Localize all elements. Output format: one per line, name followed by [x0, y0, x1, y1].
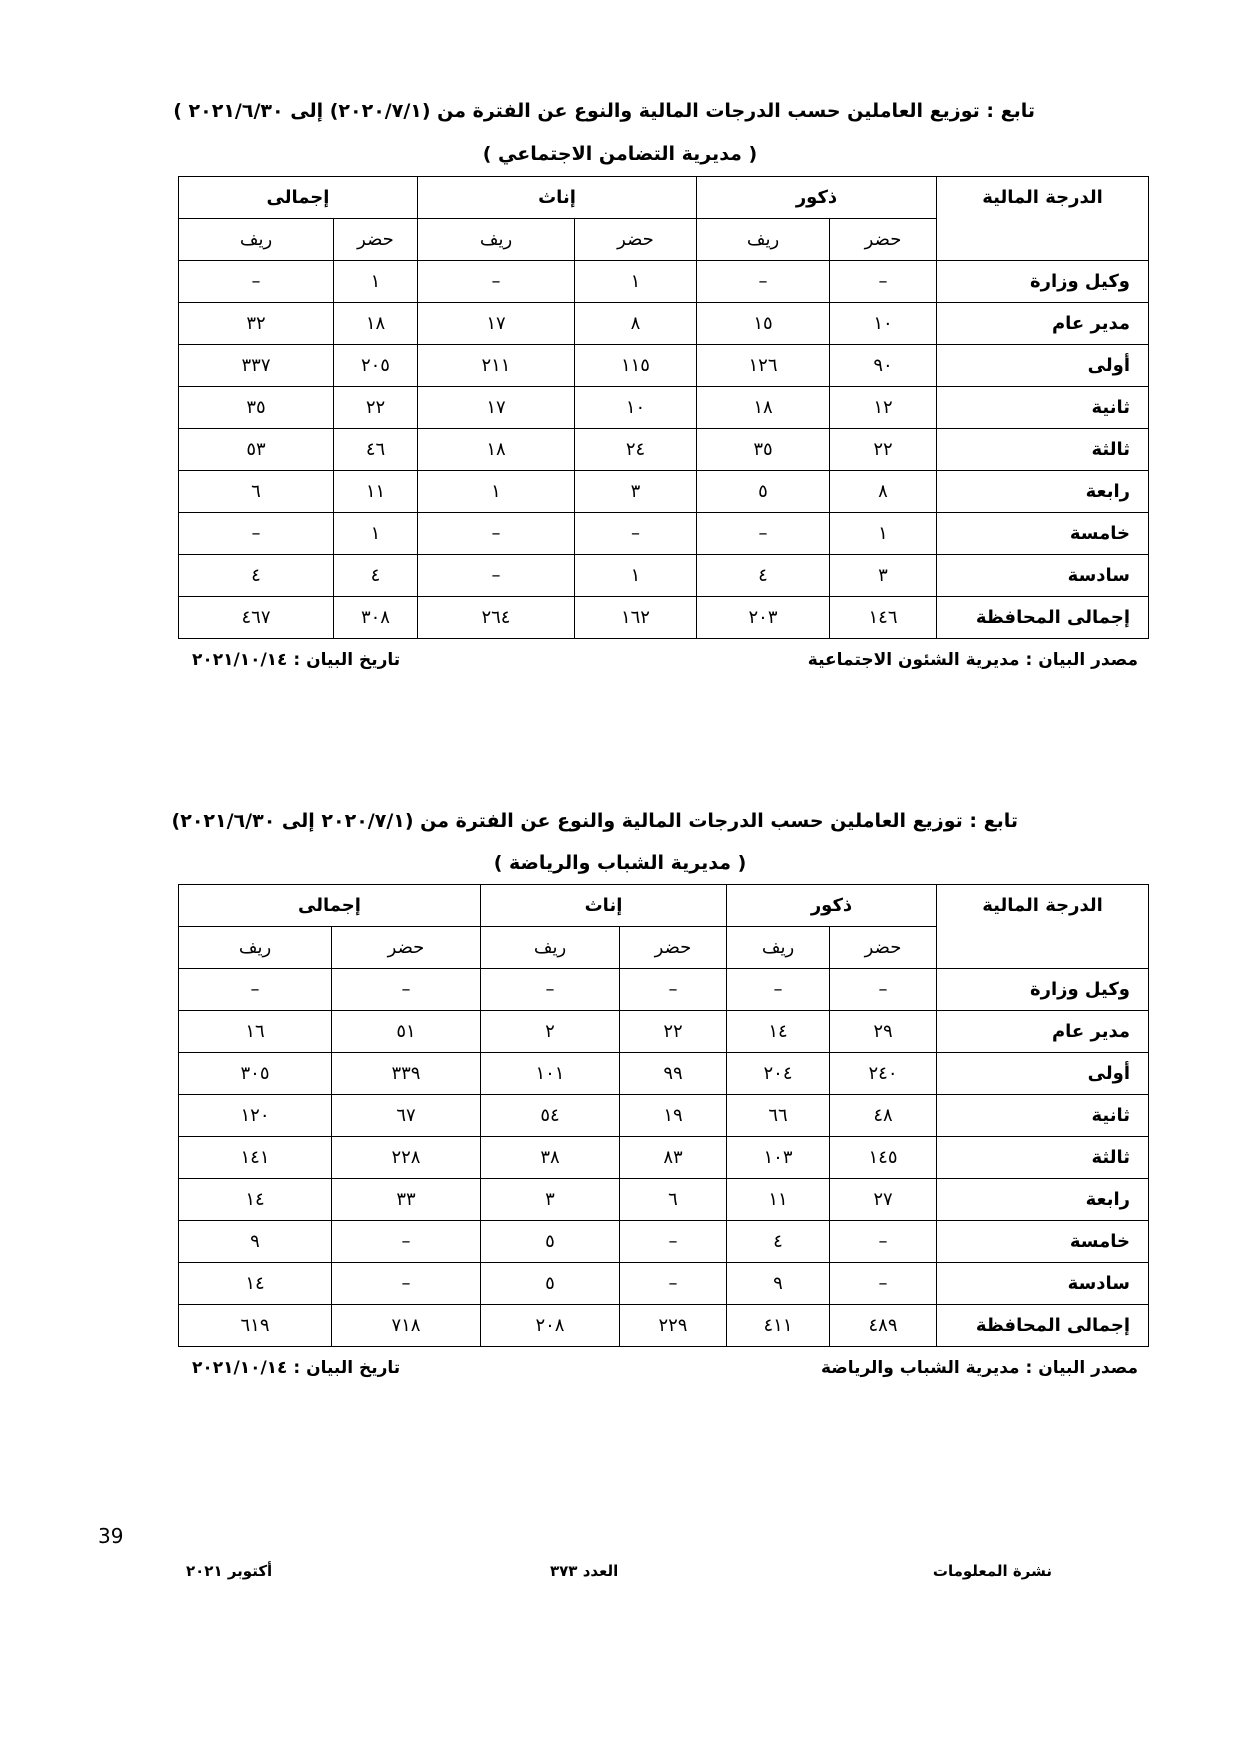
table-row: [179, 429, 1149, 471]
table-cell: ٢٠٥: [333, 345, 417, 387]
table2-title: تابع : توزيع العاملين حسب الدرجات المالية والنوع عن الفترة من (٢٠٢٠/٧/١ إلى ٢٠٢١/٦/٣٠): [171, 810, 1018, 832]
table-cell: ٣٢: [179, 303, 334, 345]
table-cell: –: [619, 969, 726, 1011]
table-cell: ٥: [480, 1221, 619, 1263]
table-cell: ١٦٢: [574, 597, 696, 639]
table-cell: ٨: [574, 303, 696, 345]
table-cell: ١٤٦: [830, 597, 937, 639]
table-cell: ٨: [830, 471, 937, 513]
table-cell: ٢٢٩: [619, 1305, 726, 1347]
table-cell: ٩٠: [830, 345, 937, 387]
table-cell: ٣: [574, 471, 696, 513]
table-row: [179, 1263, 1149, 1305]
table-cell: ١: [333, 513, 417, 555]
rural-subheader: ريف: [179, 219, 334, 261]
table1-date: تاريخ البيان : ٢٠٢١/١٠/١٤: [192, 650, 401, 670]
table-row: [179, 969, 1149, 1011]
table-cell: ٣٨: [480, 1137, 619, 1179]
table-row: [179, 471, 1149, 513]
table-cell: –: [574, 513, 696, 555]
table-cell: ١٤: [179, 1263, 332, 1305]
table-row: [179, 555, 1149, 597]
table-cell: –: [726, 969, 829, 1011]
row-label: وكيل وزارة: [937, 261, 1149, 303]
total-header: إجمالى: [179, 885, 481, 927]
header-row: [179, 885, 1149, 927]
table-cell: ٣٠٨: [333, 597, 417, 639]
table-row: [179, 261, 1149, 303]
table-cell: ١: [574, 555, 696, 597]
table-cell: ٢٢: [619, 1011, 726, 1053]
table-cell: –: [830, 1221, 937, 1263]
table-row: [179, 1011, 1149, 1053]
table-cell: ١: [574, 261, 696, 303]
table-cell: ٧١٨: [331, 1305, 480, 1347]
table-cell: ٤٨٩: [830, 1305, 937, 1347]
table-cell: ٦٦: [726, 1095, 829, 1137]
table-cell: –: [480, 969, 619, 1011]
table-row: [179, 1053, 1149, 1095]
table-cell: –: [830, 261, 937, 303]
table-cell: ٤: [179, 555, 334, 597]
rural-subheader: ريف: [480, 927, 619, 969]
table-cell: –: [331, 1263, 480, 1305]
table-cell: ١٨: [417, 429, 574, 471]
table-cell: ١٤: [179, 1179, 332, 1221]
table-cell: ١٢: [830, 387, 937, 429]
urban-subheader: حضر: [830, 927, 937, 969]
table-cell: ٣٣٧: [179, 345, 334, 387]
table-cell: ١: [333, 261, 417, 303]
table-cell: ٥: [696, 471, 829, 513]
table-row: [179, 513, 1149, 555]
total-header: إجمالى: [179, 177, 418, 219]
table-cell: ١: [417, 471, 574, 513]
table-cell: ١٩: [619, 1095, 726, 1137]
table2-source: مصدر البيان : مديرية الشباب والرياضة: [820, 1358, 1138, 1378]
table-row: [179, 1221, 1149, 1263]
table-cell: ٢٩: [830, 1011, 937, 1053]
grade-header: الدرجة المالية: [937, 885, 1149, 969]
table-cell: ٢٢: [830, 429, 937, 471]
table-cell: ١٠: [574, 387, 696, 429]
row-label: خامسة: [937, 513, 1149, 555]
row-label: سادسة: [937, 555, 1149, 597]
footer-publication: نشرة المعلومات: [932, 1562, 1052, 1580]
table-cell: –: [830, 1263, 937, 1305]
table-cell: –: [179, 969, 332, 1011]
row-label: ثالثة: [937, 1137, 1149, 1179]
males-header: ذكور: [726, 885, 936, 927]
urban-subheader: حضر: [331, 927, 480, 969]
row-label: مدير عام: [937, 1011, 1149, 1053]
table-cell: ٩٩: [619, 1053, 726, 1095]
males-header: ذكور: [696, 177, 936, 219]
table-cell: ٥: [480, 1263, 619, 1305]
table-cell: ٢١١: [417, 345, 574, 387]
table-cell: ١٧: [417, 303, 574, 345]
row-label: سادسة: [937, 1263, 1149, 1305]
row-label: أولى: [937, 1053, 1149, 1095]
females-header: إناث: [417, 177, 696, 219]
rural-subheader: ريف: [696, 219, 829, 261]
table-cell: ٦١٩: [179, 1305, 332, 1347]
table-cell: ١١: [726, 1179, 829, 1221]
row-label: خامسة: [937, 1221, 1149, 1263]
females-header: إناث: [480, 885, 726, 927]
table-cell: ١٠: [830, 303, 937, 345]
table-cell: ٢٤: [574, 429, 696, 471]
table-cell: ٦: [179, 471, 334, 513]
table-cell: ١١٥: [574, 345, 696, 387]
table-cell: ١٤٥: [830, 1137, 937, 1179]
table1: [178, 176, 1149, 639]
row-label: رابعة: [937, 471, 1149, 513]
table-cell: ٦: [619, 1179, 726, 1221]
row-label: رابعة: [937, 1179, 1149, 1221]
urban-subheader: حضر: [333, 219, 417, 261]
table-cell: ٣٠٥: [179, 1053, 332, 1095]
table-cell: ١٥: [696, 303, 829, 345]
table-row: [179, 597, 1149, 639]
table-cell: –: [417, 513, 574, 555]
table-cell: ١٨: [333, 303, 417, 345]
table-cell: ٥٣: [179, 429, 334, 471]
table-cell: ٣٥: [696, 429, 829, 471]
table2-subtitle: ( مديرية الشباب والرياضة ): [493, 852, 747, 874]
table-cell: ١٦: [179, 1011, 332, 1053]
table1-title: تابع : توزيع العاملين حسب الدرجات المالية والنوع عن الفترة من (٢٠٢٠/٧/١) إلى ٢٠٢١/٦/٣٠ ): [173, 100, 1035, 122]
table-row: [179, 1179, 1149, 1221]
rural-subheader: ريف: [726, 927, 829, 969]
table-cell: ٣: [480, 1179, 619, 1221]
row-label: أولى: [937, 345, 1149, 387]
urban-subheader: حضر: [574, 219, 696, 261]
table-cell: ٣٥: [179, 387, 334, 429]
table-cell: ٢٠٨: [480, 1305, 619, 1347]
row-label: ثالثة: [937, 429, 1149, 471]
table-row: [179, 1095, 1149, 1137]
table-cell: ٤: [726, 1221, 829, 1263]
table-cell: ٢٢: [333, 387, 417, 429]
table-cell: –: [179, 261, 334, 303]
table-cell: ٢٧: [830, 1179, 937, 1221]
table-cell: –: [830, 969, 937, 1011]
row-label: ثانية: [937, 387, 1149, 429]
row-label: وكيل وزارة: [937, 969, 1149, 1011]
page-number: 39: [98, 1524, 124, 1548]
table-cell: ١٧: [417, 387, 574, 429]
urban-subheader: حضر: [830, 219, 937, 261]
row-label: ثانية: [937, 1095, 1149, 1137]
table-cell: ١٢٦: [696, 345, 829, 387]
table1-subtitle: ( مديرية التضامن الاجتماعي ): [482, 143, 758, 165]
table-cell: ٢٠٤: [726, 1053, 829, 1095]
table-cell: –: [331, 969, 480, 1011]
urban-subheader: حضر: [619, 927, 726, 969]
rural-subheader: ريف: [179, 927, 332, 969]
rural-subheader: ريف: [417, 219, 574, 261]
table-cell: ٢٤٠: [830, 1053, 937, 1095]
table-cell: ٩: [179, 1221, 332, 1263]
table-cell: ٥١: [331, 1011, 480, 1053]
table-cell: –: [417, 555, 574, 597]
table-cell: ١: [830, 513, 937, 555]
table-cell: ٢٢٨: [331, 1137, 480, 1179]
table-cell: ١٤١: [179, 1137, 332, 1179]
table-row: [179, 1137, 1149, 1179]
table-cell: ٩: [726, 1263, 829, 1305]
table-cell: –: [696, 261, 829, 303]
table-cell: –: [417, 261, 574, 303]
grade-header: الدرجة المالية: [937, 177, 1149, 261]
table-cell: ١٤: [726, 1011, 829, 1053]
table-cell: ٤٨: [830, 1095, 937, 1137]
footer-date: أكتوبر ٢٠٢١: [186, 1562, 273, 1580]
table-cell: ٦٧: [331, 1095, 480, 1137]
row-label: مدير عام: [937, 303, 1149, 345]
table2-date: تاريخ البيان : ٢٠٢١/١٠/١٤: [192, 1358, 401, 1378]
table-cell: ١٠٣: [726, 1137, 829, 1179]
table-cell: –: [619, 1221, 726, 1263]
table-row: [179, 1305, 1149, 1347]
table-cell: ٤٦: [333, 429, 417, 471]
table-row: [179, 387, 1149, 429]
table-cell: ١٢٠: [179, 1095, 332, 1137]
table-cell: –: [331, 1221, 480, 1263]
table-cell: ٤: [333, 555, 417, 597]
table-cell: ٤٦٧: [179, 597, 334, 639]
table-cell: ٣٣٩: [331, 1053, 480, 1095]
table2: [178, 884, 1149, 1347]
table-cell: –: [179, 513, 334, 555]
footer-issue: العدد ٣٧٣: [550, 1562, 619, 1580]
table-cell: –: [696, 513, 829, 555]
table-row: [179, 345, 1149, 387]
table-cell: ٥٤: [480, 1095, 619, 1137]
table-cell: ١١: [333, 471, 417, 513]
table-cell: ١٨: [696, 387, 829, 429]
table-cell: ٢٦٤: [417, 597, 574, 639]
table-cell: ٣٣: [331, 1179, 480, 1221]
table-cell: ١٠١: [480, 1053, 619, 1095]
row-label: إجمالى المحافظة: [937, 1305, 1149, 1347]
table-cell: –: [619, 1263, 726, 1305]
row-label: إجمالى المحافظة: [937, 597, 1149, 639]
table-row: [179, 303, 1149, 345]
table1-source: مصدر البيان : مديرية الشئون الاجتماعية: [807, 650, 1138, 670]
table-cell: ٤: [696, 555, 829, 597]
table-cell: ٢: [480, 1011, 619, 1053]
header-row: [179, 177, 1149, 219]
table-cell: ٣: [830, 555, 937, 597]
table-cell: ٤١١: [726, 1305, 829, 1347]
table-cell: ٨٣: [619, 1137, 726, 1179]
table-cell: ٢٠٣: [696, 597, 829, 639]
